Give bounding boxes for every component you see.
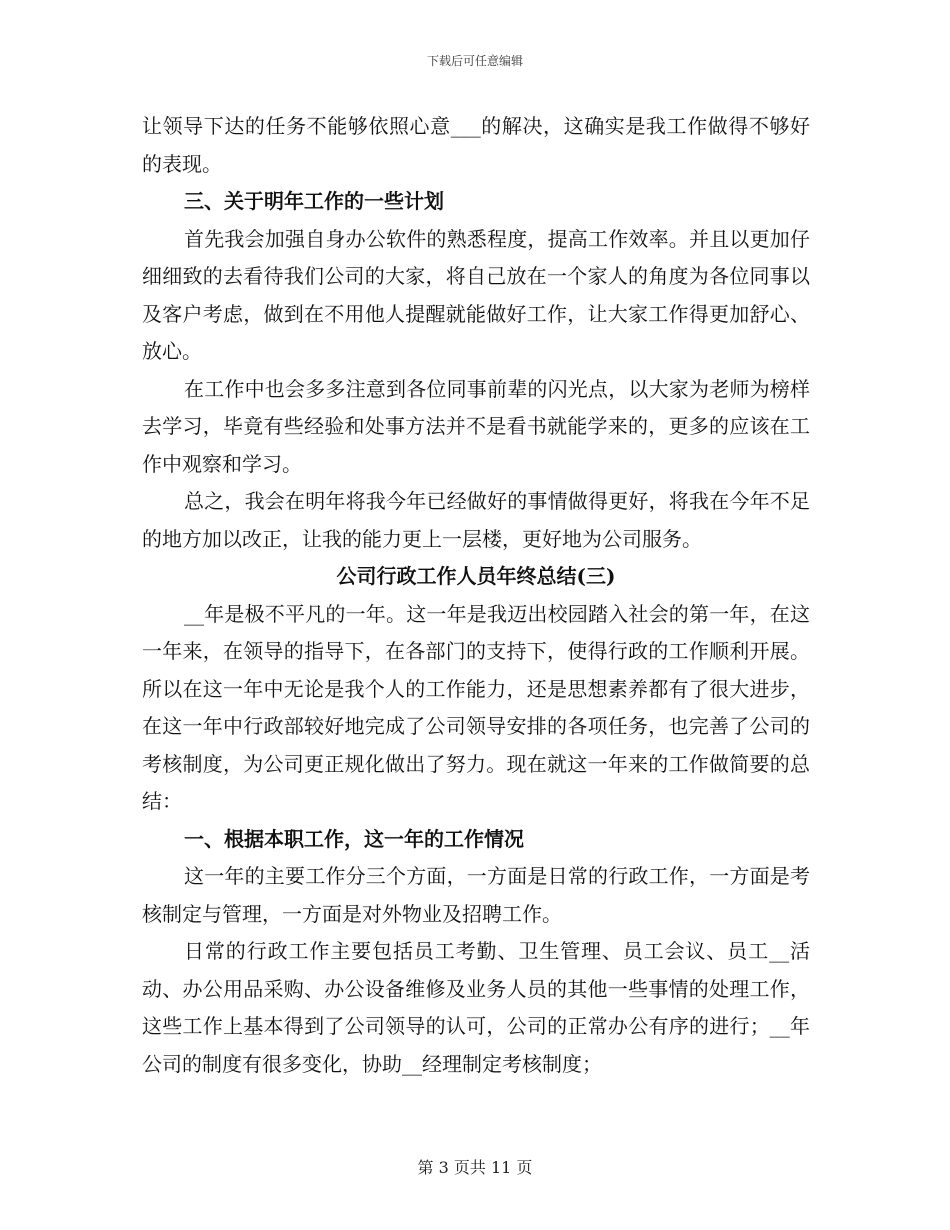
paragraph-2: 首先我会加强自身办公软件的熟悉程度，提高工作效率。并且以更加仔细细致的去看待我们公司的大家，将自己放在一个家人的角度为各位同事以及客户考虑，做到在不用他人提醒就能做好工作，让大家工作得更加舒心、放心。	[142, 226, 810, 363]
section-heading-work: 一、根据本职工作，这一年的工作情况	[184, 826, 524, 851]
paragraph-7: 日常的行政工作主要包括员工考勤、卫生管理、员工会议、员工__活动、办公用品采购、办公设备维修及业务人员的其他一些事情的处理工作，这些工作上基本得到了公司领导的认可，公司的正常办公有序的进行；__年公司的制度有很多变化，协助__经理制定考核制度；	[142, 939, 810, 1076]
paragraph-5: __年是极不平凡的一年。这一年是我迈出校园踏入社会的第一年，在这一年来，在领导的指导下，在各部门的支持下，使得行政的工作顺利开展。所以在这一年中无论是我个人的工作能力，还是思想素养都有了很大进步，在这一年中行政部较好地完成了公司领导安排的各项任务，也完善了公司的考核制度，为公司更正规化做出了努力。现在就这一年来的工作做简要的总结：	[142, 601, 810, 813]
page-number: 第 3 页共 11 页	[417, 1158, 533, 1177]
section-heading-plans: 三、关于明年工作的一些计划	[184, 189, 444, 213]
paragraph-3: 在工作中也会多多注意到各位同事前辈的闪光点，以大家为老师为榜样去学习，毕竟有些经验和处事方法并不是看书就能学来的，更多的应该在工作中观察和学习。	[142, 376, 810, 476]
paragraph-1: 让领导下达的任务不能够依照心意___的解决，这确实是我工作做得不够好的表现。	[142, 114, 810, 176]
paragraph-6: 这一年的主要工作分三个方面，一方面是日常的行政工作，一方面是考核制定与管理，一方面是对外物业及招聘工作。	[142, 864, 810, 926]
document-title: 公司行政工作人员年终总结(三)	[336, 564, 616, 588]
page-header: 下载后可任意编辑	[426, 54, 523, 68]
paragraph-4: 总之，我会在明年将我今年已经做好的事情做得更好，将我在今年不足的地方加以改正，让我的能力更上一层楼，更好地为公司服务。	[142, 489, 810, 551]
document-body	[142, 108, 810, 1083]
